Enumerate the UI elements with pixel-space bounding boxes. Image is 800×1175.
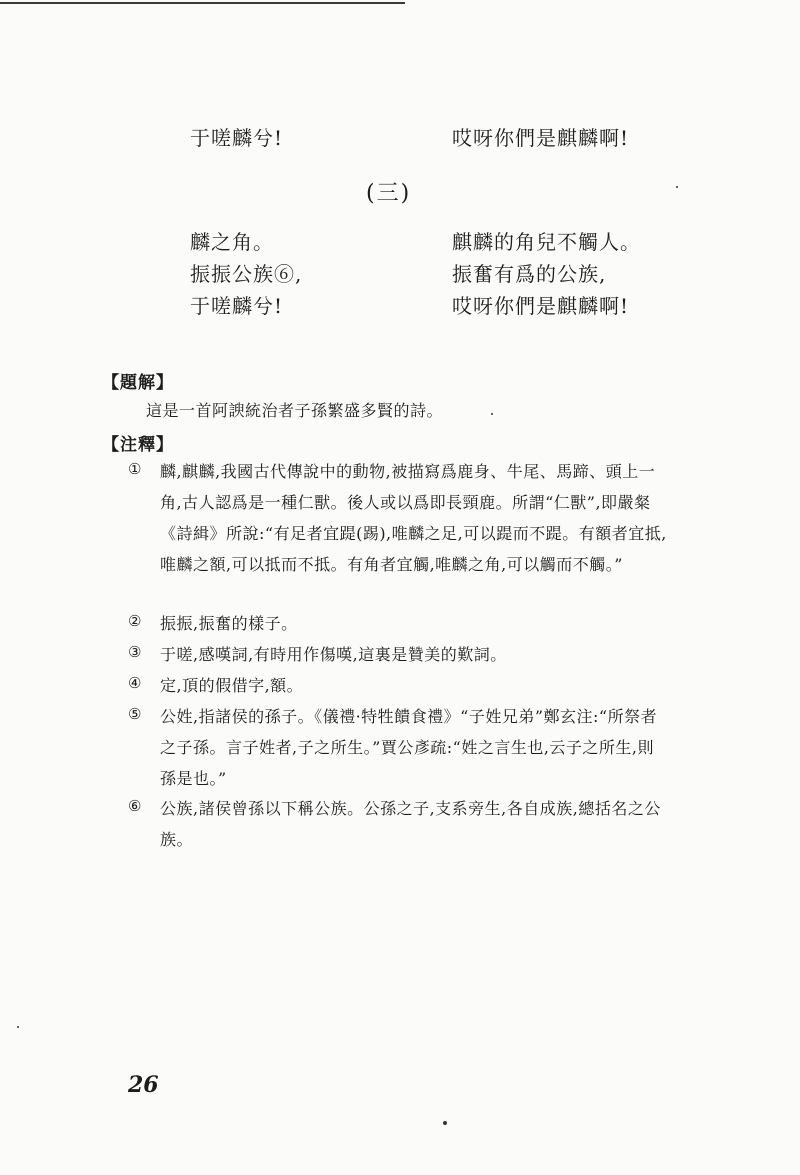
scan-speck <box>17 1026 19 1028</box>
note-2-number: ② <box>128 612 142 630</box>
poem-prev-refrain-translation: 哎呀你們是麒麟啊! <box>452 126 630 150</box>
note-5-number: ⑤ <box>128 705 142 723</box>
scan-speck <box>443 1121 447 1125</box>
poem-line-1-translation: 麒麟的角兒不觸人。 <box>452 230 641 254</box>
note-1-number: ① <box>128 460 142 478</box>
scan-speck <box>676 186 678 188</box>
note-3-text: 于嗟,感嘆詞,有時用作傷嘆,這裏是贊美的歎詞。 <box>160 645 507 664</box>
poem-line-2-original: 振振公族⑥, <box>190 262 303 286</box>
note-6-text: 公族,諸侯曾孫以下稱公族。公孫之子,支系旁生,各自成族,總括名之公族。 <box>160 799 661 849</box>
note-3-number: ③ <box>128 643 142 661</box>
explanation-text: 這是一首阿諛統治者子孫繁盛多賢的詩。 <box>146 401 444 420</box>
explanation-heading: 【題解】 <box>102 373 174 393</box>
note-2-text: 振振,振奮的樣子。 <box>160 614 298 633</box>
note-4-text: 定,頂的假借字,額。 <box>160 676 304 695</box>
poem-line-3-original: 于嗟麟兮! <box>190 294 284 318</box>
stanza-label: (三) <box>366 181 412 206</box>
note-5-text: 公姓,指諸侯的孫子。《儀禮·特牲饋食禮》“子姓兄弟”鄭玄注:“所祭者之子孫。言子姓者,子之所生。”賈公彥疏:“姓之言生也,云子之所生,則孫是也。” <box>160 707 658 788</box>
notes-heading: 【注釋】 <box>102 435 174 455</box>
poem-prev-refrain-original: 于嗟麟兮! <box>190 126 284 150</box>
poem-line-2-translation: 振奮有爲的公族, <box>452 262 607 286</box>
poem-line-1-original: 麟之角。 <box>190 230 274 254</box>
note-1-text: 麟,麒麟,我國古代傳說中的動物,被描寫爲鹿身、牛尾、馬蹄、頭上一角,古人認爲是一種仁獸。後人或以爲即長頸鹿。所謂“仁獸”,即嚴粲《詩緝》所說:“有足者宜踶(踢),唯麟之足,可以踶而不踶。有額者宜抵,唯麟之額,可以抵而不抵。有角者宜觸,唯麟之角,可以觸而不觸。” <box>160 462 667 574</box>
note-6-number: ⑥ <box>128 797 142 815</box>
poem-line-3-translation: 哎呀你們是麒麟啊! <box>452 294 630 318</box>
note-4-number: ④ <box>128 674 142 692</box>
top-rule <box>0 2 405 4</box>
page-number: 26 <box>128 1072 159 1098</box>
scan-speck <box>491 413 493 415</box>
